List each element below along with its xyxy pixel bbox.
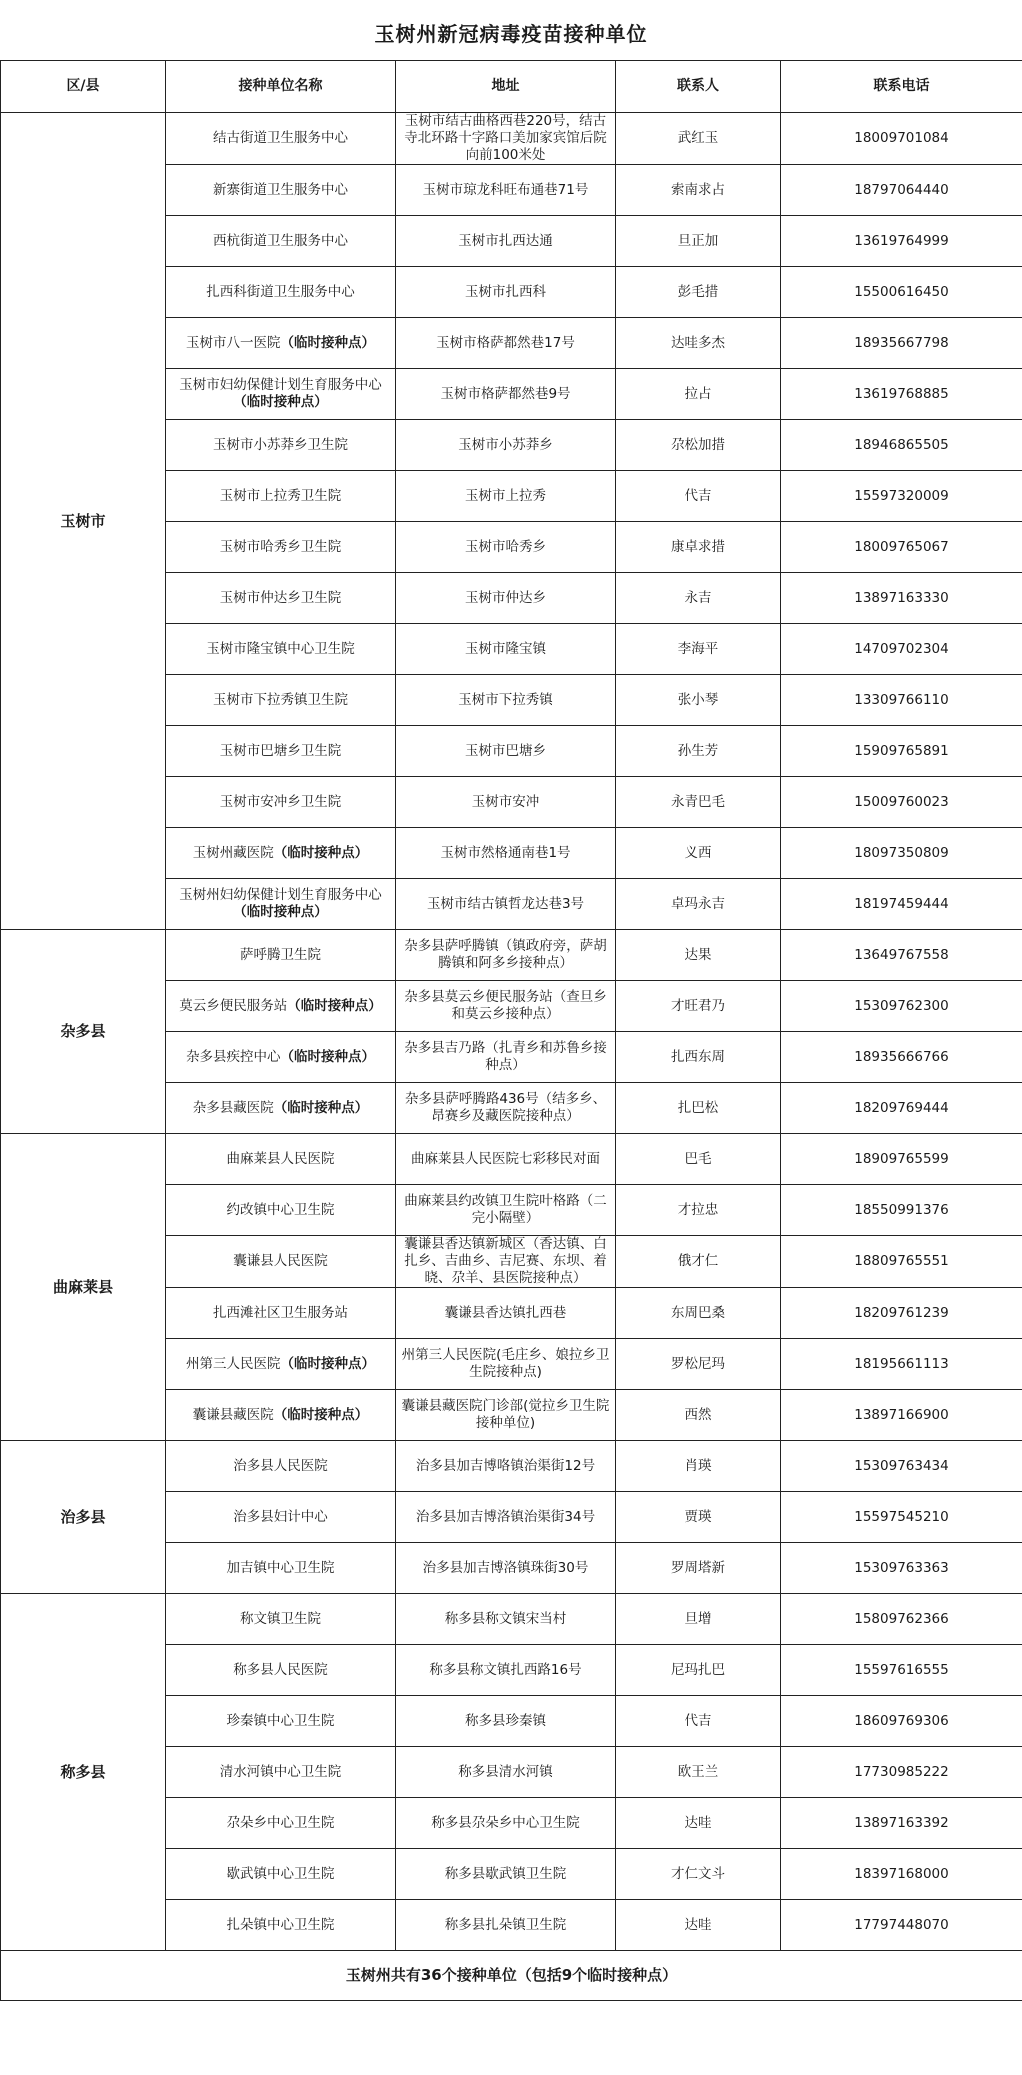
unit-name: 囊谦县藏医院 [192,1406,274,1423]
phone-cell: 13649767558 [781,930,1022,981]
unit-name: 加吉镇中心卫生院 [226,1559,335,1576]
contact-cell: 达果 [616,930,781,981]
table-row [1,1134,1022,1185]
address-cell: 杂多县萨呼腾镇（镇政府旁，萨胡腾镇和阿多乡接种点） [396,930,616,981]
unit-name: 玉树州藏医院 [192,844,274,861]
unit-name-cell [166,675,396,726]
unit-name-cell [166,420,396,471]
unit-name: 玉树市下拉秀镇卫生院 [213,691,348,708]
address-cell: 玉树市哈秀乡 [396,522,616,573]
phone-cell: 13897163392 [781,1798,1022,1849]
table-header-row [1,61,1022,113]
address-cell: 治多县加吉博洛镇治渠街34号 [396,1492,616,1543]
contact-cell: 代吉 [616,1696,781,1747]
contact-cell: 康卓求措 [616,522,781,573]
address-cell: 玉树市结古曲格西巷220号，结古寺北环路十字路口美加家宾馆后院向前100米处 [396,113,616,165]
contact-cell: 才仁文斗 [616,1849,781,1900]
temporary-site-tag: （临时接种点） [280,1355,375,1372]
district-cell: 曲麻莱县 [1,1134,166,1441]
header-contact: 联系人 [616,61,781,113]
contact-cell: 贾瑛 [616,1492,781,1543]
address-cell: 玉树市扎西达通 [396,216,616,267]
contact-cell: 东周巴桑 [616,1288,781,1339]
temporary-site-tag: （临时接种点） [273,844,369,861]
unit-name: 玉树市八一医院 [186,334,281,351]
district-cell: 杂多县 [1,930,166,1134]
contact-cell: 张小琴 [616,675,781,726]
phone-cell: 13309766110 [781,675,1022,726]
contact-cell: 尼玛扎巴 [616,1645,781,1696]
unit-name: 玉树市隆宝镇中心卫生院 [206,640,355,657]
phone-cell: 15500616450 [781,267,1022,318]
phone-cell: 17797448070 [781,1900,1022,1951]
unit-name: 约改镇中心卫生院 [226,1201,335,1218]
phone-cell: 15009760023 [781,777,1022,828]
address-cell: 称多县清水河镇 [396,1747,616,1798]
unit-name: 玉树市哈秀乡卫生院 [219,538,342,555]
unit-name: 杂多县疾控中心 [186,1048,281,1065]
unit-name-cell [166,471,396,522]
phone-cell: 15309763363 [781,1543,1022,1594]
phone-cell: 13619768885 [781,369,1022,420]
unit-name: 囊谦县人民医院 [233,1253,328,1269]
contact-cell: 义西 [616,828,781,879]
address-cell: 杂多县萨呼腾路436号（结多乡、昂赛乡及藏医院接种点） [396,1083,616,1134]
address-cell: 囊谦县香达镇扎西巷 [396,1288,616,1339]
table-body [1,113,1022,1951]
temporary-site-tag: （临时接种点） [233,904,328,920]
phone-cell: 18209761239 [781,1288,1022,1339]
unit-name: 曲麻莱县人民医院 [226,1150,335,1167]
header-phone: 联系电话 [781,61,1022,113]
unit-name: 杂多县藏医院 [192,1099,274,1116]
unit-name: 玉树市小苏莽乡卫生院 [213,436,348,453]
table-row [1,113,1022,165]
unit-name-cell [166,1594,396,1645]
address-cell: 杂多县莫云乡便民服务站（查旦乡和莫云乡接种点） [396,981,616,1032]
temporary-site-tag: （临时接种点） [280,334,375,351]
phone-cell: 18550991376 [781,1185,1022,1236]
district-cell: 治多县 [1,1441,166,1594]
contact-cell: 肖瑛 [616,1441,781,1492]
phone-cell: 18609769306 [781,1696,1022,1747]
phone-cell: 18935667798 [781,318,1022,369]
unit-name-cell [166,267,396,318]
address-cell: 玉树市巴塘乡 [396,726,616,777]
temporary-site-tag: （临时接种点） [273,1099,369,1116]
phone-cell: 13897163330 [781,573,1022,624]
address-cell: 玉树市格萨都然巷17号 [396,318,616,369]
unit-name-cell [166,1339,396,1390]
unit-name: 玉树市安冲乡卫生院 [219,793,342,810]
unit-name: 西杭街道卫生服务中心 [213,232,348,249]
unit-name-cell [166,573,396,624]
unit-name-cell [166,1134,396,1185]
unit-name: 玉树市仲达乡卫生院 [219,589,342,606]
unit-name-cell [166,930,396,981]
unit-name-cell [166,828,396,879]
temporary-site-tag: （临时接种点） [273,1406,369,1423]
header-district: 区/县 [1,61,166,113]
unit-name-cell [166,1185,396,1236]
contact-cell: 达哇 [616,1798,781,1849]
contact-cell: 达哇 [616,1900,781,1951]
unit-name: 结古街道卫生服务中心 [213,130,348,146]
unit-name: 称文镇卫生院 [240,1610,321,1627]
phone-cell: 15597616555 [781,1645,1022,1696]
phone-cell: 18935666766 [781,1032,1022,1083]
unit-name: 称多县人民医院 [233,1661,328,1678]
contact-cell: 索南求占 [616,165,781,216]
contact-cell: 永吉 [616,573,781,624]
address-cell: 玉树市隆宝镇 [396,624,616,675]
table-row [1,930,1022,981]
contact-cell: 旦正加 [616,216,781,267]
unit-name: 玉树市上拉秀卫生院 [219,487,342,504]
contact-cell: 巴毛 [616,1134,781,1185]
contact-cell: 俄才仁 [616,1236,781,1288]
unit-name: 萨呼腾卫生院 [240,946,321,963]
contact-cell: 尕松加措 [616,420,781,471]
phone-cell: 15309763434 [781,1441,1022,1492]
address-cell: 囊谦县藏医院门诊部(觉拉乡卫生院接种单位) [396,1390,616,1441]
unit-name: 州第三人民医院 [186,1355,281,1372]
address-cell: 曲麻莱县约改镇卫生院叶格路（二完小隔壁） [396,1185,616,1236]
unit-name-cell [166,1492,396,1543]
unit-name-cell [166,879,396,930]
address-cell: 玉树市琼龙科旺布通巷71号 [396,165,616,216]
address-cell: 玉树市结古镇哲龙达巷3号 [396,879,616,930]
phone-cell: 18009701084 [781,113,1022,165]
address-cell: 玉树市然格通南巷1号 [396,828,616,879]
district-cell: 称多县 [1,1594,166,1951]
unit-name-cell [166,1900,396,1951]
table-footer-row [1,1951,1022,2001]
unit-name-cell [166,1236,396,1288]
address-cell: 玉树市上拉秀 [396,471,616,522]
phone-cell: 18809765551 [781,1236,1022,1288]
phone-cell: 18097350809 [781,828,1022,879]
unit-name-cell [166,1288,396,1339]
unit-name-cell [166,522,396,573]
unit-name-cell [166,216,396,267]
address-cell: 称多县扎朵镇卫生院 [396,1900,616,1951]
unit-name-cell [166,369,396,420]
phone-cell: 15597320009 [781,471,1022,522]
temporary-site-tag: （临时接种点） [280,1048,375,1065]
unit-name-cell [166,1441,396,1492]
temporary-site-tag: （临时接种点） [287,997,382,1014]
page-title: 玉树州新冠病毒疫苗接种单位 [374,22,648,46]
address-cell: 囊谦县香达镇新城区（香达镇、白扎乡、吉曲乡、吉尼赛、东坝、着晓、尕羊、县医院接种点） [396,1236,616,1288]
contact-cell: 李海平 [616,624,781,675]
contact-cell: 代吉 [616,471,781,522]
unit-name-cell [166,1696,396,1747]
phone-cell: 15909765891 [781,726,1022,777]
contact-cell: 扎巴松 [616,1083,781,1134]
vaccination-table [0,60,1022,2001]
phone-cell: 15597545210 [781,1492,1022,1543]
address-cell: 治多县加吉博咯镇治渠街12号 [396,1441,616,1492]
contact-cell: 卓玛永吉 [616,879,781,930]
phone-cell: 18797064440 [781,165,1022,216]
district-cell: 玉树市 [1,113,166,930]
unit-name-cell [166,318,396,369]
contact-cell: 旦增 [616,1594,781,1645]
contact-cell: 武红玉 [616,113,781,165]
phone-cell: 18909765599 [781,1134,1022,1185]
address-cell: 治多县加吉博洛镇珠街30号 [396,1543,616,1594]
temporary-site-tag: （临时接种点） [233,394,328,410]
unit-name: 尕朵乡中心卫生院 [226,1814,335,1831]
address-cell: 称多县珍秦镇 [396,1696,616,1747]
phone-cell: 13619764999 [781,216,1022,267]
unit-name: 清水河镇中心卫生院 [219,1763,342,1780]
phone-cell: 13897166900 [781,1390,1022,1441]
unit-name-cell [166,1032,396,1083]
phone-cell: 18197459444 [781,879,1022,930]
contact-cell: 拉占 [616,369,781,420]
unit-name: 莫云乡便民服务站 [179,997,288,1014]
unit-name: 扎西科街道卫生服务中心 [206,283,355,300]
table-row [1,1594,1022,1645]
unit-name: 玉树市妇幼保健计划生育服务中心 [179,377,382,393]
address-cell: 称多县歇武镇卫生院 [396,1849,616,1900]
contact-cell: 罗周塔新 [616,1543,781,1594]
unit-name: 扎朵镇中心卫生院 [226,1916,335,1933]
footer-summary: 玉树州共有36个接种单位（包括9个临时接种点） [1,1951,1022,2001]
contact-cell: 欧王兰 [616,1747,781,1798]
address-cell: 玉树市安冲 [396,777,616,828]
unit-name: 玉树市巴塘乡卫生院 [219,742,342,759]
unit-name-cell [166,981,396,1032]
unit-name-cell [166,113,396,165]
contact-cell: 才拉忠 [616,1185,781,1236]
unit-name: 治多县妇计中心 [233,1508,328,1525]
phone-cell: 18397168000 [781,1849,1022,1900]
address-cell: 称多县尕朵乡中心卫生院 [396,1798,616,1849]
header-unit-name: 接种单位名称 [166,61,396,113]
address-cell: 玉树市扎西科 [396,267,616,318]
phone-cell: 18195661113 [781,1339,1022,1390]
contact-cell: 西然 [616,1390,781,1441]
contact-cell: 罗松尼玛 [616,1339,781,1390]
unit-name-cell [166,1083,396,1134]
unit-name: 歇武镇中心卫生院 [226,1865,335,1882]
address-cell: 玉树市仲达乡 [396,573,616,624]
unit-name-cell [166,777,396,828]
contact-cell: 彭毛措 [616,267,781,318]
address-cell: 玉树市小苏莽乡 [396,420,616,471]
unit-name: 治多县人民医院 [233,1457,328,1474]
unit-name-cell [166,1849,396,1900]
address-cell: 称多县称文镇扎西路16号 [396,1645,616,1696]
header-address: 地址 [396,61,616,113]
phone-cell: 15309762300 [781,981,1022,1032]
phone-cell: 18009765067 [781,522,1022,573]
unit-name-cell [166,1645,396,1696]
contact-cell: 孙生芳 [616,726,781,777]
phone-cell: 17730985222 [781,1747,1022,1798]
address-cell: 玉树市下拉秀镇 [396,675,616,726]
unit-name-cell [166,1798,396,1849]
unit-name: 珍秦镇中心卫生院 [226,1712,335,1729]
phone-cell: 14709702304 [781,624,1022,675]
table-row [1,1441,1022,1492]
phone-cell: 18946865505 [781,420,1022,471]
unit-name-cell [166,165,396,216]
address-cell: 玉树市格萨都然巷9号 [396,369,616,420]
unit-name: 玉树州妇幼保健计划生育服务中心 [179,887,382,903]
address-cell: 杂多县吉乃路（扎青乡和苏鲁乡接种点） [396,1032,616,1083]
unit-name-cell [166,1747,396,1798]
unit-name-cell [166,1543,396,1594]
contact-cell: 才旺君乃 [616,981,781,1032]
contact-cell: 扎西东周 [616,1032,781,1083]
unit-name-cell [166,1390,396,1441]
contact-cell: 永青巴毛 [616,777,781,828]
address-cell: 州第三人民医院(毛庄乡、娘拉乡卫生院接种点) [396,1339,616,1390]
phone-cell: 15809762366 [781,1594,1022,1645]
unit-name-cell [166,624,396,675]
unit-name-cell [166,726,396,777]
unit-name: 扎西滩社区卫生服务站 [213,1304,348,1321]
address-cell: 曲麻莱县人民医院七彩移民对面 [396,1134,616,1185]
contact-cell: 达哇多杰 [616,318,781,369]
address-cell: 称多县称文镇宋当村 [396,1594,616,1645]
unit-name: 新寨街道卫生服务中心 [213,181,348,198]
phone-cell: 18209769444 [781,1083,1022,1134]
